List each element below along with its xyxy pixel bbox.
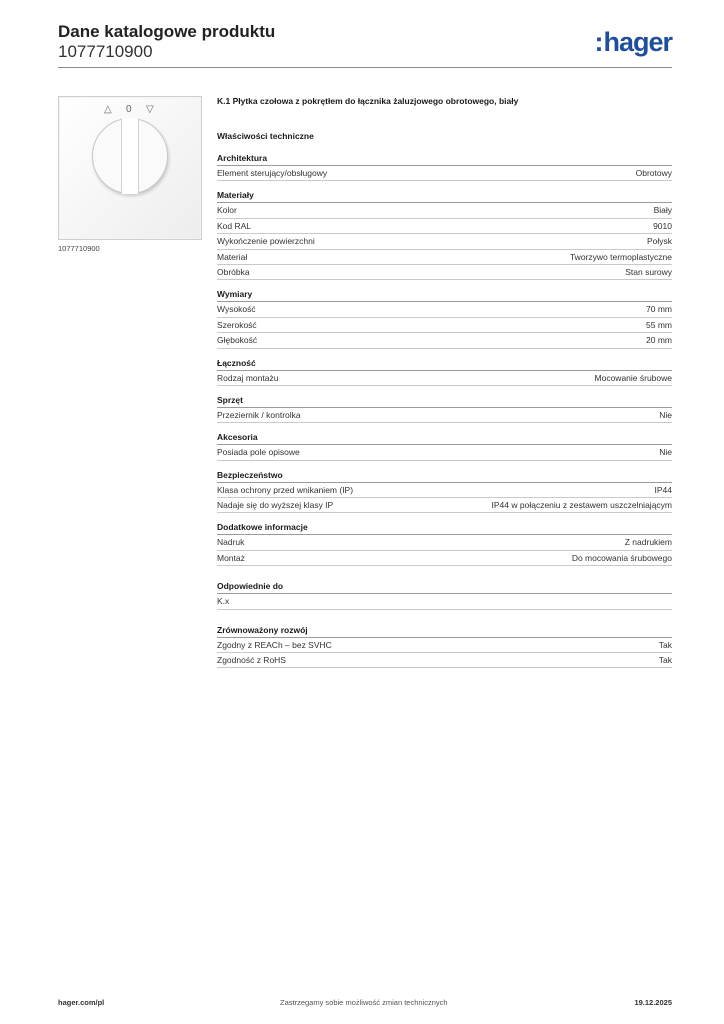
- spec-row: [217, 318, 672, 333]
- spec-row: [217, 535, 672, 550]
- spec-value: IP44: [654, 484, 672, 495]
- down-arrow-icon: ▽: [146, 104, 154, 115]
- spec-value: Tak: [658, 655, 672, 666]
- footer-website[interactable]: hager.com/pl: [58, 998, 105, 1007]
- spec-row: [217, 483, 672, 498]
- spec-value: 20 mm: [646, 335, 672, 346]
- spec-row: [217, 302, 672, 317]
- spec-sections: [217, 152, 672, 668]
- product-title: K.1 Płytka czołowa z pokrętłem do łącznika żaluzjowego obrotowego, biały: [217, 96, 519, 106]
- rotary-knob: [92, 118, 168, 194]
- spec-section: [217, 394, 672, 423]
- spec-row: [217, 445, 672, 460]
- cover-plate: [60, 98, 200, 238]
- spec-content: [217, 95, 672, 668]
- spec-section: [217, 431, 672, 460]
- spec-row: [217, 333, 672, 348]
- spec-section: [217, 624, 672, 669]
- spec-label: Kod RAL: [217, 220, 252, 231]
- footer-disclaimer: Zastrzegamy sobie możliwość zmian technicznych: [280, 998, 448, 1007]
- header-divider: [58, 67, 672, 68]
- spec-label: Zgodny z REACh – bez SVHC: [217, 639, 332, 650]
- page-title: Dane katalogowe produktu: [58, 22, 276, 41]
- spec-section: [217, 357, 672, 386]
- spec-row: [217, 653, 672, 668]
- spec-label: Element sterujący/obsługowy: [217, 168, 328, 178]
- spec-row: [217, 638, 672, 653]
- spec-row: [217, 234, 672, 249]
- spec-row: [217, 594, 672, 609]
- spec-label: Materiał: [217, 251, 248, 262]
- spec-value: IP44 w połączeniu z zestawem uszczelniającym: [491, 500, 672, 511]
- spec-row: [217, 498, 672, 513]
- section-heading: Sprzęt: [217, 394, 672, 408]
- section-heading: Zrównoważony rozwój: [217, 624, 672, 638]
- spec-value: Tak: [658, 639, 672, 650]
- product-code: 1077710900: [58, 42, 153, 61]
- document-header: [58, 22, 275, 62]
- logo-text: hager: [603, 27, 672, 57]
- spec-section: [217, 288, 672, 348]
- spec-label: Wykończenie powierzchni: [217, 236, 315, 247]
- product-image: [58, 96, 202, 240]
- up-arrow-icon: △: [104, 104, 112, 115]
- section-heading: Wymiary: [217, 288, 672, 302]
- spec-row: [217, 371, 672, 386]
- spec-label: Rodzaj montażu: [217, 372, 279, 383]
- spec-section: [217, 189, 672, 280]
- spec-value: Nie: [659, 447, 672, 458]
- spec-value: Tworzywo termoplastyczne: [569, 251, 672, 262]
- image-caption: 1077710900: [58, 244, 100, 253]
- spec-value: Obrotowy: [635, 168, 672, 178]
- spec-label: Szerokość: [217, 319, 257, 330]
- spec-label: Kolor: [217, 205, 237, 216]
- section-heading: Odpowiednie do: [217, 580, 672, 594]
- spec-section: [217, 521, 672, 566]
- spec-row: [217, 166, 672, 181]
- spec-value: Nie: [659, 409, 672, 420]
- spec-section: [217, 469, 672, 514]
- spec-value: 70 mm: [646, 304, 672, 315]
- spec-value: Mocowanie śrubowe: [594, 372, 672, 383]
- section-heading: Łączność: [217, 357, 672, 371]
- spec-label: Głębokość: [217, 335, 258, 346]
- spec-row: [217, 219, 672, 234]
- spec-row: [217, 203, 672, 218]
- spec-label: Klasa ochrony przed wnikaniem (IP): [217, 484, 354, 495]
- spec-value: Połysk: [646, 236, 672, 247]
- section-heading: Akcesoria: [217, 431, 672, 445]
- spec-label: Nadruk: [217, 537, 245, 548]
- knob-grip: [121, 118, 139, 194]
- spec-value: Do mocowania śrubowego: [571, 552, 672, 563]
- section-heading: Materiały: [217, 189, 672, 203]
- spec-row: [217, 551, 672, 566]
- spec-section: [217, 580, 672, 609]
- spec-value: Z nadrukiem: [624, 537, 672, 548]
- spec-label: Przeziernik / kontrolka: [217, 409, 301, 420]
- spec-label: Nadaje się do wyższej klasy IP: [217, 500, 334, 511]
- hager-logo[interactable]: :hager: [594, 27, 672, 57]
- spec-label: Montaż: [217, 552, 245, 563]
- spec-value: 9010: [653, 220, 672, 231]
- spec-section: [217, 152, 672, 181]
- spec-label: Zgodność z RoHS: [217, 655, 286, 666]
- stop-zero-icon: 0: [126, 104, 132, 115]
- spec-value: Stan surowy: [625, 266, 672, 277]
- technical-properties-heading: Właściwości techniczne: [217, 131, 314, 141]
- spec-row: [217, 250, 672, 265]
- section-heading: Architektura: [217, 152, 672, 166]
- spec-row: [217, 265, 672, 280]
- spec-label: K.x: [217, 596, 230, 607]
- section-heading: Bezpieczeństwo: [217, 469, 672, 483]
- spec-label: Posiada pole opisowe: [217, 447, 300, 458]
- spec-row: [217, 408, 672, 423]
- spec-value: Biały: [653, 205, 672, 216]
- section-heading: Dodatkowe informacje: [217, 521, 672, 535]
- footer-date: 19.12.2025: [634, 998, 672, 1007]
- spec-label: Obróbka: [217, 266, 250, 277]
- spec-value: 55 mm: [646, 319, 672, 330]
- spec-label: Wysokość: [217, 304, 256, 315]
